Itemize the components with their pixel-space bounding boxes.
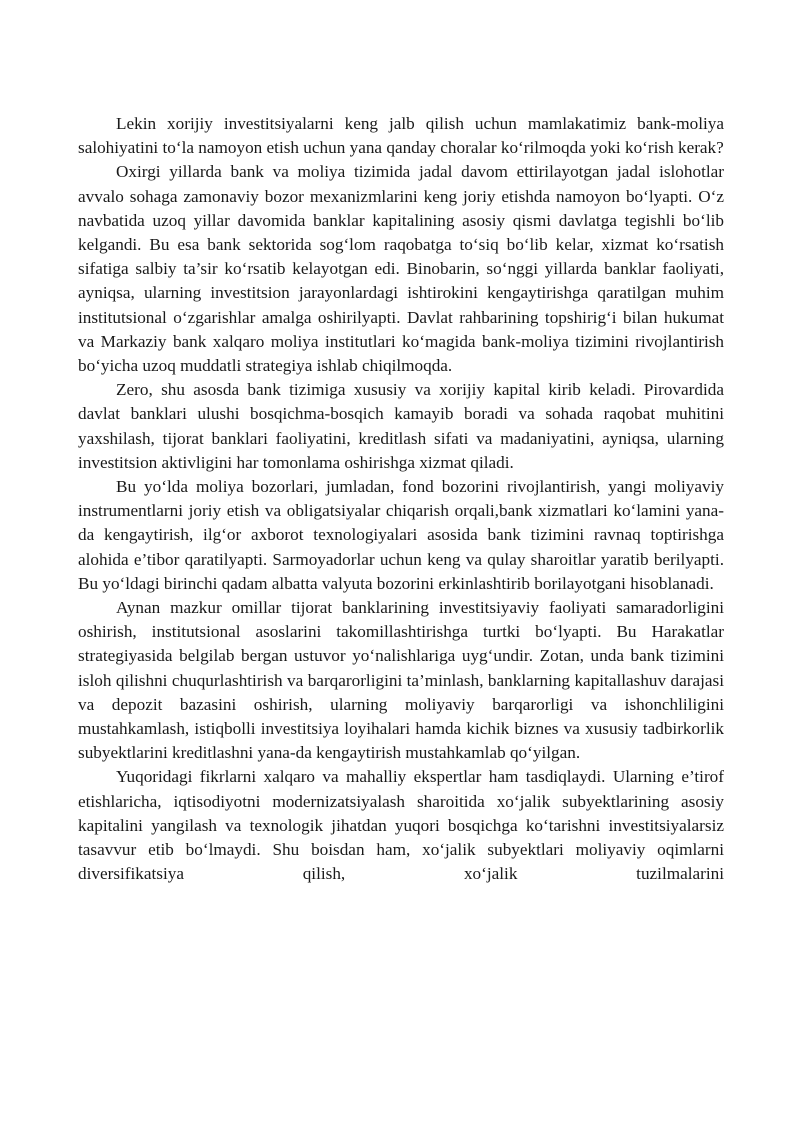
paragraph-2: Oxirgi yillarda bank va moliya tizimida jadal davom ettirilayotgan jadal islohotlar avvalo sohaga zamonaviy bozor mexanizmlarini keng joriy etishda namoyon bo‘lyapti. O‘z navbatida uzoq yillar davomida banklar kapitalining asosiy qismi davlatga tegishli bo‘lib kelgandi. Bu esa bank sektorida sog‘lom raqobatga to‘siq bo‘lib kelar, xizmat ko‘rsatish sifatiga salbiy ta’sir ko‘rsatib kelayotgan edi. Binobarin, so‘nggi yillarda banklar faoliyati, ayniqsa, ularning investitsion jarayonlardagi ishtirokini kengaytirishga qaratilgan muhim institutsional o‘zgarishlar amalga oshirilyapti. Davlat rahbarining topshirig‘i bilan hukumat va Markaziy bank xalqaro moliya institutlari ko‘magida bank-moliya tizimini rivojlantirish bo‘yicha uzoq muddatli strategiya ishlab chiqilmoqda. [78, 162, 724, 376]
paragraph-4: Bu yo‘lda moliya bozorlari, jumladan, fond bozorini rivojlantirish, yangi moliyaviy instrumentlarni joriy etish va obligatsiyalar chiqarish orqali,bank xizmatlari ko‘lamini yana-da kengaytirish, ilg‘or axborot texnologiyalari asosida bank tizimini ravnaq toptirishga alohida e’tibor qaratilyapti. Sarmoyadorlar uchun keng va qulay sharoitlar yaratib berilyapti. Bu yo‘ldagi birinchi qadam albatta valyuta bozorini erkinlashtirib borilayotgani hisoblanadi. [78, 477, 724, 593]
paragraph-3: Zero, shu asosda bank tizimiga xususiy va xorijiy kapital kirib keladi. Pirovardida davlat banklari ulushi bosqichma-bosqich kamayib boradi va sohada raqobat muhitini yaxshilash, tijorat banklari faoliyatini, kreditlash sifati va madaniyatini, ayniqsa, ularning investitsion aktivligini har tomonlama oshirishga xizmat qiladi. [78, 380, 724, 472]
paragraph-1: Lekin xorijiy investitsiyalarni keng jalb qilish uchun mamlakatimiz bank-moliya salohiyatini to‘la namoyon etish uchun yana qanday choralar ko‘rilmoqda yoki ko‘rish kerak? [78, 114, 724, 158]
document-page [78, 112, 724, 887]
paragraph-5: Aynan mazkur omillar tijorat banklarining investitsiyaviy faoliyati samaradorligini oshirish, institutsional asoslarini takomillashtirishga turtki bo‘lyapti. Bu Harakatlar strategiyasida belgilab bergan ustuvor yo‘nalishlariga uyg‘undir. Zotan, unda bank tizimini isloh qilishni chuqurlashtirish va barqarorligini ta’minlash, banklarning kapitallashuv darajasi va depozit bazasini oshirish, ularning moliyaviy barqarorligi va ishonchliligini mustahkamlash, istiqbolli investitsiya loyihalari hamda kichik biznes va xususiy tadbirkorlik subyektlarini kreditlashni yana-da kengaytirish mustahkamlab qo‘yilgan. [78, 598, 724, 763]
paragraph-6: Yuqoridagi fikrlarni xalqaro va mahalliy ekspertlar ham tasdiqlaydi. Ularning e’tirof etishlaricha, iqtisodiyotni modernizatsiyalash sharoitida xo‘jalik subyektlarining asosiy kapitalini yangilash va texnologik jihatdan yuqori bosqichga ko‘tarishni investitsiyalarsiz tasavvur etib bo‘lmaydi. Shu boisdan ham, xo‘jalik subyektlari moliyaviy oqimlarni diversifikatsiya qilish, xo‘jalik tuzilmalarini [78, 767, 724, 884]
